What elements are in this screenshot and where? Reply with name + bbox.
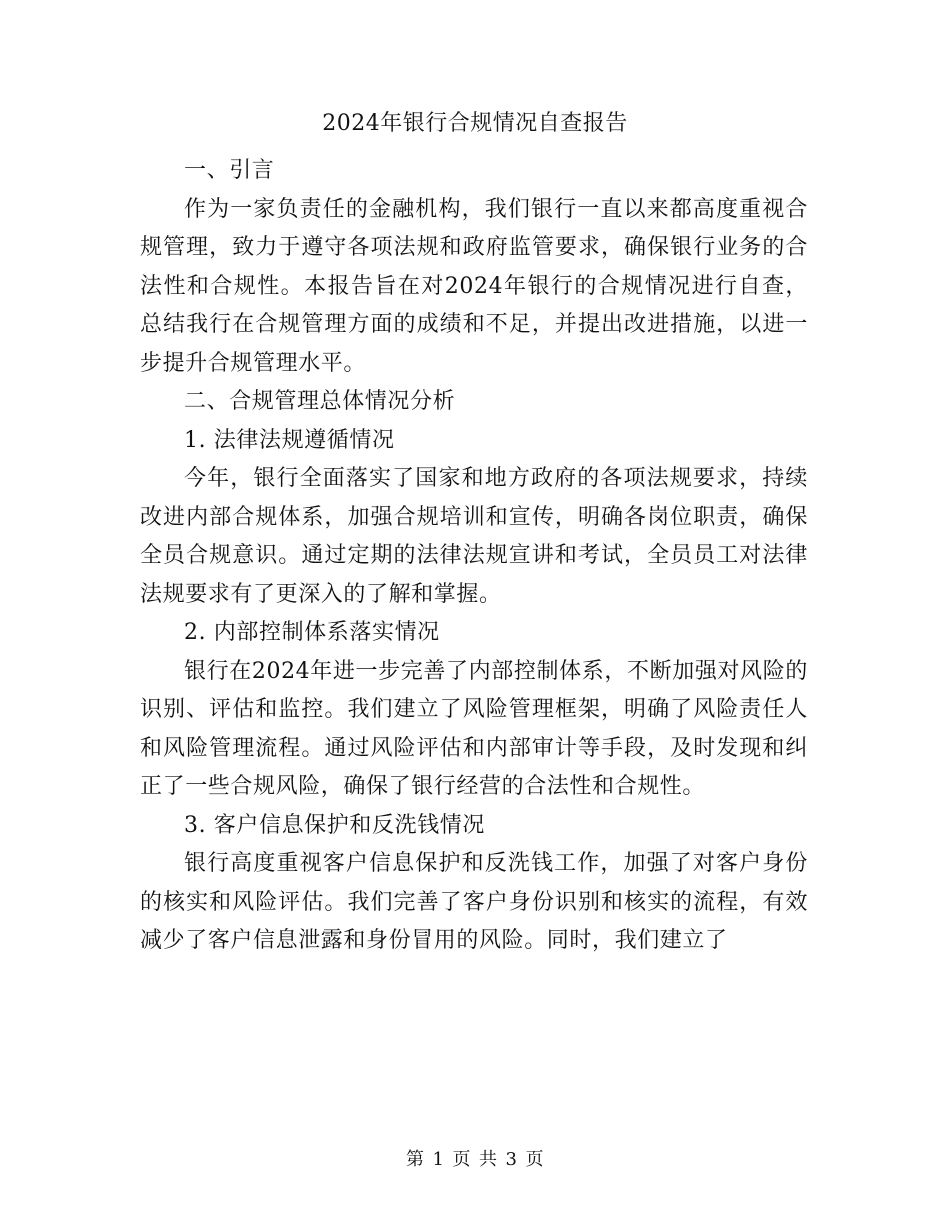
paragraph-introduction: 作为一家负责任的金融机构，我们银行一直以来都高度重视合规管理，致力于遵守各项法规和政府监管要求，确保银行业务的合法性和合规性。本报告旨在对2024年银行的合规情况进行自查，总结我行在合规管理方面的成绩和不足，并提出改进措施，以进一步提升合规管理水平。 bbox=[140, 196, 808, 376]
footer-current-page: 1 bbox=[432, 1149, 445, 1170]
subheading-customer-info-aml: 3. 客户信息保护和反洗钱情况 bbox=[184, 812, 485, 838]
footer-total-suffix: 页 bbox=[525, 1149, 544, 1170]
footer-total-pages: 3 bbox=[505, 1149, 518, 1170]
subheading-internal-control: 2. 内部控制体系落实情况 bbox=[184, 620, 440, 645]
paragraph-legal-compliance: 今年，银行全面落实了国家和地方政府的各项法规要求，持续改进内部合规体系，加强合规培训和宣传，明确各岗位职责，确保全员合规意识。通过定期的法律法规宣讲和考试，全员员工对法律法规要求有了更深入的了解和掌握。 bbox=[140, 466, 808, 607]
footer-total-prefix: 共 bbox=[479, 1149, 498, 1170]
document-title: 2024年银行合规情况自查报告 bbox=[322, 111, 628, 136]
paragraph-internal-control: 银行在2024年进一步完善了内部控制体系，不断加强对风险的识别、评估和监控。我们建立了风险管理框架，明确了风险责任人和风险管理流程。通过风险评估和内部审计等手段，及时发现和纠正了一些合规风险，确保了银行经营的合法性和合规性。 bbox=[140, 658, 808, 799]
page-footer bbox=[0, 1146, 950, 1174]
section-heading-overall-analysis: 二、合规管理总体情况分析 bbox=[184, 389, 456, 414]
document-body bbox=[140, 152, 808, 961]
subheading-legal-compliance: 1. 法律法规遵循情况 bbox=[184, 427, 395, 453]
footer-page-prefix: 第 bbox=[406, 1149, 425, 1170]
footer-page-word: 页 bbox=[452, 1149, 471, 1170]
section-heading-introduction: 一、引言 bbox=[184, 158, 275, 183]
paragraph-customer-info-aml: 银行高度重视客户信息保护和反洗钱工作，加强了对客户身份的核实和风险评估。我们完善了客户身份识别和核实的流程，有效减少了客户信息泄露和身份冒用的风险。同时，我们建立了 bbox=[140, 851, 808, 953]
